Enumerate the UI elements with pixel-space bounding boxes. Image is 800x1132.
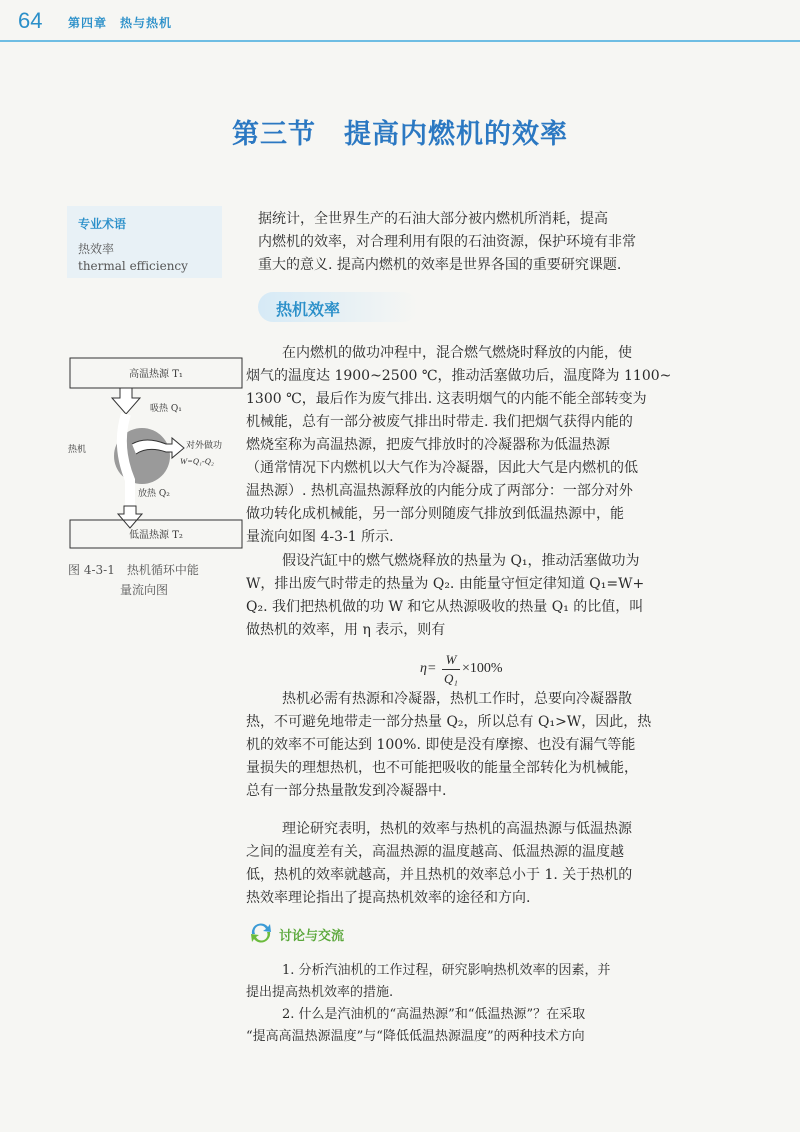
paragraph-2: [246, 550, 706, 642]
header-divider: [0, 40, 800, 42]
page-number: 64: [18, 8, 43, 33]
text-line: 2. 什么是汽油机的“高温热源”和“低温热源”？在采取: [282, 1007, 586, 1022]
work-equation: W=Q₁-Q₂: [180, 456, 214, 466]
paragraph-3: [246, 688, 706, 803]
text-line: 量流向如图 4-3-1 所示.: [246, 529, 394, 545]
subsection-heading: 热机效率: [276, 300, 341, 319]
text-line: 重大的意义. 提高内燃机的效率是世界各国的重要研究课题.: [258, 257, 622, 273]
text-line: 低，热机的效率就越高，并且热机的效率总小于 1. 关于热机的: [246, 867, 633, 883]
text-line: 机的效率不可能达到 100%. 即使是没有摩擦、也没有漏气等能: [246, 737, 636, 753]
text-line: 热，不可避免地带走一部分热量 Q₂，所以总有 Q₁>W，因此，热: [246, 714, 652, 730]
term-chinese: 热效率: [78, 242, 115, 256]
text-line: 内燃机的效率，对合理利用有限的石油资源，保护环境有非常: [258, 234, 636, 250]
caption-line: 量流向图: [120, 583, 169, 597]
heat-engine-energy-flow-diagram: [62, 356, 252, 551]
paragraph-4: [246, 818, 706, 910]
text-line: 1. 分析汽油机的工作过程，研究影响热机效率的因素，并: [282, 963, 611, 978]
figure-caption: [68, 560, 238, 600]
fraction-bar: [442, 669, 460, 670]
page-header: [0, 0, 800, 46]
engine-label: 热机: [68, 445, 87, 455]
text-line: 机械能，总有一部分被废气排出时带走. 我们把烟气获得内能的: [246, 414, 633, 430]
text-line: 烟气的温度达 1900~2500 ℃，推动活塞做功后，温度降为 1100~: [246, 368, 672, 384]
text-line: 燃烧室称为高温热源，把废气排放时的冷凝器称为低温热源: [246, 437, 610, 453]
discussion-icon: [248, 920, 274, 946]
text-line: 热机必需有热源和冷凝器，热机工作时，总要向冷凝器散: [282, 691, 632, 707]
work-label: 对外做功: [186, 441, 223, 451]
text-line: 总有一部分热量散发到冷凝器中.: [246, 783, 447, 799]
text-line: 做功转化成机械能，另一部分则随废气排放到低温热源中，能: [246, 506, 624, 522]
text-line: “提高高温热源温度”与“降低低温热源温度”的两种技术方向: [246, 1029, 585, 1044]
text-line: 1300 ℃，最后作为废气排出. 这表明烟气的内能不能全部转变为: [246, 391, 647, 407]
intro-paragraph: [258, 208, 708, 277]
caption-line: 图 4-3-1 热机循环中能: [68, 563, 199, 577]
chapter-title: 第四章 热与热机: [68, 16, 173, 30]
text-line: 量损失的理想热机，也不可能把吸收的能量全部转化为机械能，: [246, 760, 638, 776]
terminology-heading: 专业术语: [78, 217, 127, 231]
text-line: 理论研究表明，热机的效率与热机的高温热源与低温热源: [282, 821, 632, 837]
text-line: 在内燃机的做功冲程中，混合燃气燃烧时释放的内能，使: [282, 345, 632, 361]
absorb-arrow: [112, 388, 140, 414]
text-line: 假设汽缸中的燃气燃烧释放的热量为 Q₁，推动活塞做功为: [282, 553, 640, 569]
formula-fraction: [442, 652, 460, 687]
text-line: Q₂. 我们把热机做的功 W 和它从热源吸收的热量 Q₁ 的比值，叫: [246, 599, 644, 615]
low-source-label: 低温热源 T₂: [129, 530, 183, 541]
paragraph-1: [246, 342, 706, 549]
formula-lhs: η=: [420, 661, 437, 676]
text-line: 做热机的效率，用 η 表示，则有: [246, 622, 446, 638]
term-english: thermal efficiency: [78, 259, 188, 273]
release-label: 放热 Q₂: [138, 489, 170, 499]
release-arrow: [118, 506, 142, 528]
absorb-label: 吸热 Q₁: [150, 404, 182, 414]
text-line: 热效率理论指出了提高热机效率的途径和方向.: [246, 890, 531, 906]
section-title: 第三节 提高内燃机的效率: [232, 119, 568, 150]
text-line: 之间的温度差有关，高温热源的温度越高、低温热源的温度越: [246, 844, 624, 860]
discussion-heading: 讨论与交流: [279, 929, 345, 944]
formula-denominator: Q₁: [444, 671, 458, 686]
discussion-question-2: [246, 1004, 706, 1048]
high-source-label: 高温热源 T₁: [129, 369, 183, 380]
text-line: 温热源）. 热机高温热源释放的内能分成了两部分：一部分对外: [246, 483, 633, 499]
text-line: W，排出废气时带走的热量为 Q₂. 由能量守恒定律知道 Q₁=W+: [246, 576, 645, 592]
formula-rhs: ×100%: [462, 661, 503, 676]
formula-numerator: W: [445, 652, 457, 667]
text-line: 据统计，全世界生产的石油大部分被内燃机所消耗，提高: [258, 211, 608, 227]
discussion-question-1: [246, 960, 706, 1004]
text-line: （通常情况下内燃机以大气作为冷凝器，因此大气是内燃机的低: [246, 460, 638, 476]
text-line: 提出提高热机效率的措施.: [246, 985, 394, 1000]
